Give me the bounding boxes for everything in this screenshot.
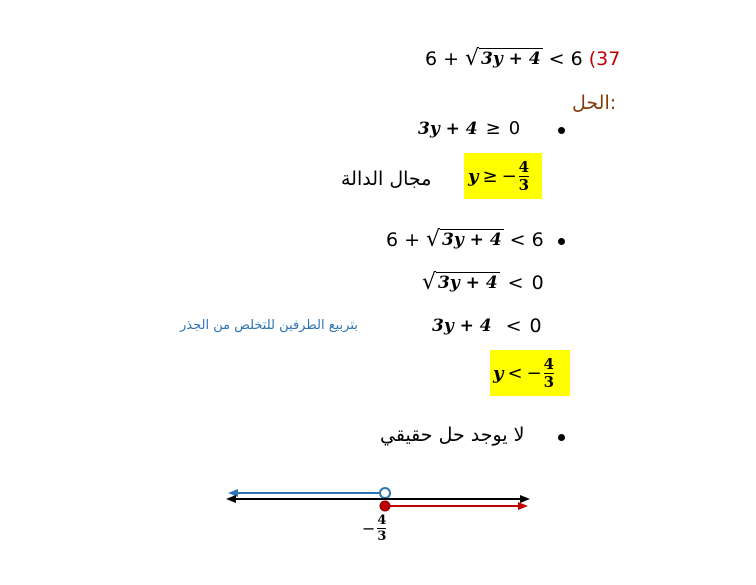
domain-frac-num: 4 bbox=[518, 157, 530, 176]
red-arrowhead bbox=[518, 502, 528, 510]
step-1 bbox=[386, 229, 544, 251]
step2-op: < bbox=[507, 272, 524, 294]
axis-right-arrow bbox=[520, 495, 530, 503]
domain-lhs: 3y + 4 bbox=[418, 118, 478, 139]
label-frac-den: 3 bbox=[377, 529, 387, 544]
domain-inequality bbox=[418, 118, 520, 139]
problem-statement bbox=[425, 48, 620, 70]
domain-fraction bbox=[518, 157, 530, 194]
bullet-3 bbox=[558, 434, 565, 441]
problem-number: (37 bbox=[588, 48, 621, 70]
step3-op: < bbox=[505, 315, 522, 337]
domain-var: y bbox=[468, 165, 479, 187]
domain-label: مجال الدالة bbox=[341, 168, 432, 190]
label-fraction bbox=[377, 514, 386, 543]
step3-note: بتربيع الطرفين للتخلص من الجذر bbox=[180, 318, 358, 333]
step4-op: < bbox=[507, 362, 523, 384]
step1-op: < bbox=[509, 229, 526, 251]
step4-frac-num: 4 bbox=[543, 354, 555, 373]
step1-plus: + bbox=[404, 229, 421, 251]
domain-op: ≥ bbox=[485, 118, 501, 139]
less-than: < bbox=[548, 48, 565, 70]
label-minus: − bbox=[362, 519, 376, 538]
step1-radicand: 3y + 4 bbox=[442, 230, 502, 250]
label-frac-num: 4 bbox=[377, 513, 387, 528]
step3-lhs: 3y + 4 bbox=[432, 316, 492, 336]
step2-rhs: 0 bbox=[531, 272, 544, 294]
domain-result bbox=[464, 153, 542, 199]
radical-sign: √ bbox=[465, 46, 480, 71]
step1-rhs: 6 bbox=[531, 229, 544, 251]
step-4-result bbox=[490, 350, 570, 396]
conclusion-text: لا يوجد حل حقيقي bbox=[380, 424, 525, 446]
domain-rhs: 0 bbox=[508, 118, 521, 139]
rhs-value: 6 bbox=[570, 48, 583, 70]
closed-circle bbox=[380, 501, 390, 511]
radicand: 3y + 4 bbox=[481, 49, 541, 69]
step-2 bbox=[422, 272, 544, 294]
step4-var: y bbox=[493, 362, 504, 384]
step2-sqrt: √ 3y + 4 bbox=[422, 270, 498, 295]
open-circle bbox=[380, 488, 390, 498]
blue-arrowhead bbox=[228, 489, 238, 497]
step4-frac-den: 3 bbox=[543, 372, 555, 391]
plus-sign: + bbox=[443, 48, 460, 70]
step4-minus: − bbox=[526, 362, 542, 384]
bullet-1 bbox=[558, 127, 565, 134]
number-line-label bbox=[362, 514, 386, 543]
step3-rhs: 0 bbox=[529, 315, 542, 337]
axis-left-arrow bbox=[226, 495, 236, 503]
solution-label: الحل: bbox=[572, 92, 617, 114]
step1-sqrt: √ 3y + 4 bbox=[426, 227, 502, 252]
step4-fraction bbox=[543, 354, 555, 391]
step2-radicand: 3y + 4 bbox=[438, 273, 498, 293]
domain-result-op: ≥ bbox=[482, 165, 498, 187]
lhs-const: 6 bbox=[425, 48, 438, 70]
step-3 bbox=[432, 315, 542, 337]
sqrt-expression bbox=[465, 48, 543, 70]
domain-minus: − bbox=[501, 165, 517, 187]
bullet-2 bbox=[558, 238, 565, 245]
step1-const: 6 bbox=[386, 229, 399, 251]
domain-frac-den: 3 bbox=[518, 175, 530, 194]
